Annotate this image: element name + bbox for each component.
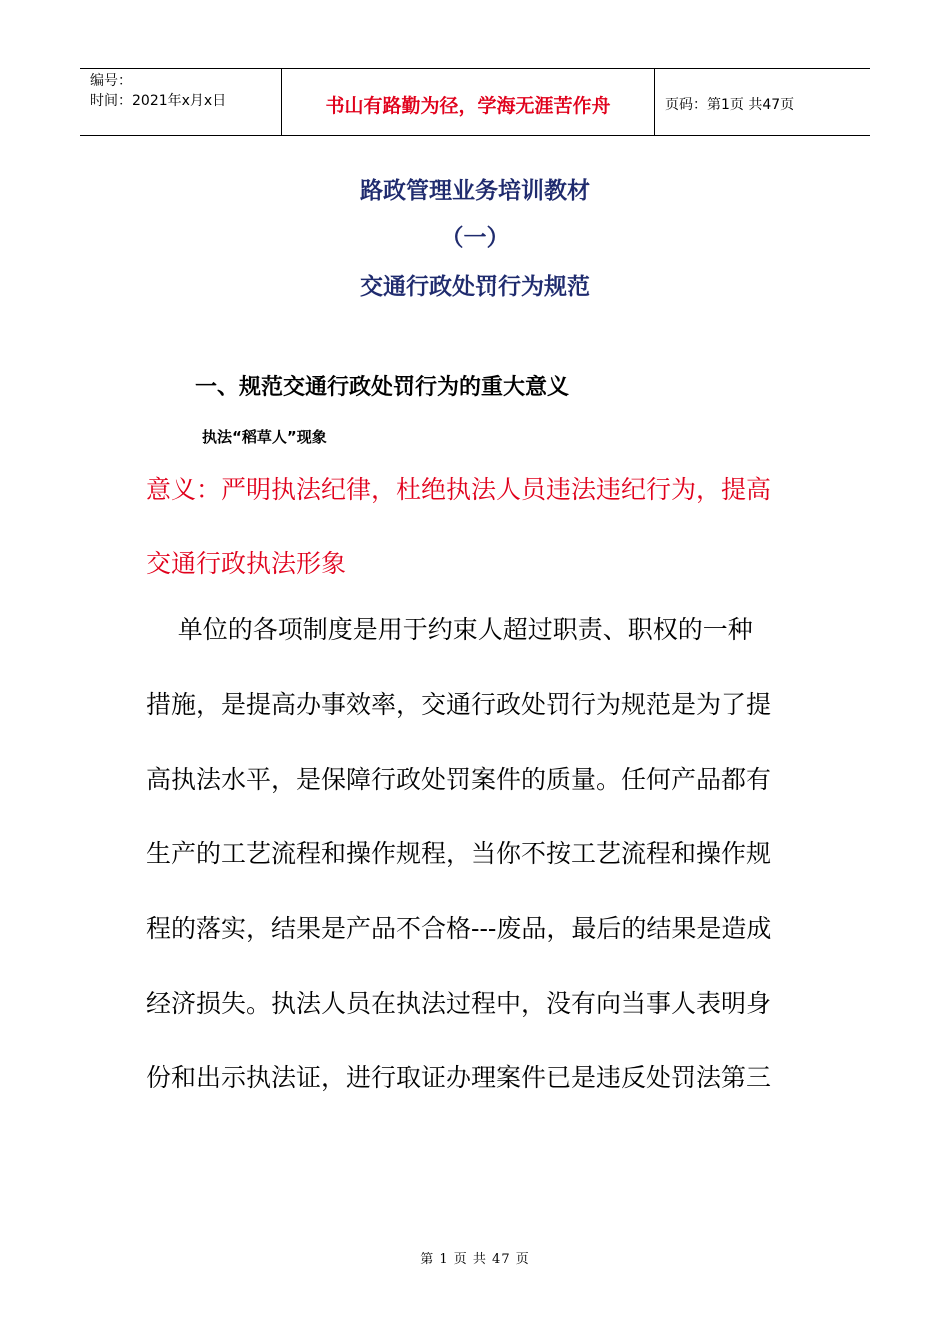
body-line-1: 单位的各项制度是用于约束人超过职责、职权的一种: [146, 615, 753, 644]
body-line-7: 份和出示执法证，进行取证办理案件已是违反处罚法第三: [146, 1063, 772, 1092]
header-number-label: 编号：: [90, 73, 132, 89]
header-motto: 书山有路勤为径，学海无涯苦作舟: [282, 69, 655, 135]
body-line-3: 高执法水平，是保障行政处罚案件的质量。任何产品都有: [146, 765, 772, 794]
meaning-line-1: 意义：严明执法纪律，杜绝执法人员违法违纪行为，提高: [146, 475, 772, 504]
header-time-label: 时间：2021年x月x日: [90, 93, 227, 109]
header-page-info: 页码：第1页 共47页: [665, 97, 795, 113]
document-title-line1: 路政管理业务培训教材: [360, 178, 590, 204]
page-footer: 第 1 页 共 47 页: [420, 1252, 530, 1267]
document-title-line3: 交通行政处罚行为规范: [360, 274, 590, 300]
body-line-4: 生产的工艺流程和操作规程，当你不按工艺流程和操作规: [146, 839, 772, 868]
section-subheading: 执法“稻草人”现象: [202, 428, 327, 446]
document-title-line2: （一）: [440, 225, 510, 251]
body-line-5: 程的落实，结果是产品不合格---废品，最后的结果是造成: [146, 914, 772, 943]
body-line-6: 经济损失。执法人员在执法过程中，没有向当事人表明身: [146, 989, 772, 1018]
header-meta-cell: [80, 69, 282, 135]
body-line-2: 措施，是提高办事效率，交通行政处罚行为规范是为了提: [146, 690, 772, 719]
section-heading: 一、规范交通行政处罚行为的重大意义: [195, 375, 570, 400]
meaning-line-2: 交通行政执法形象: [146, 549, 347, 578]
header-table: [80, 68, 870, 136]
